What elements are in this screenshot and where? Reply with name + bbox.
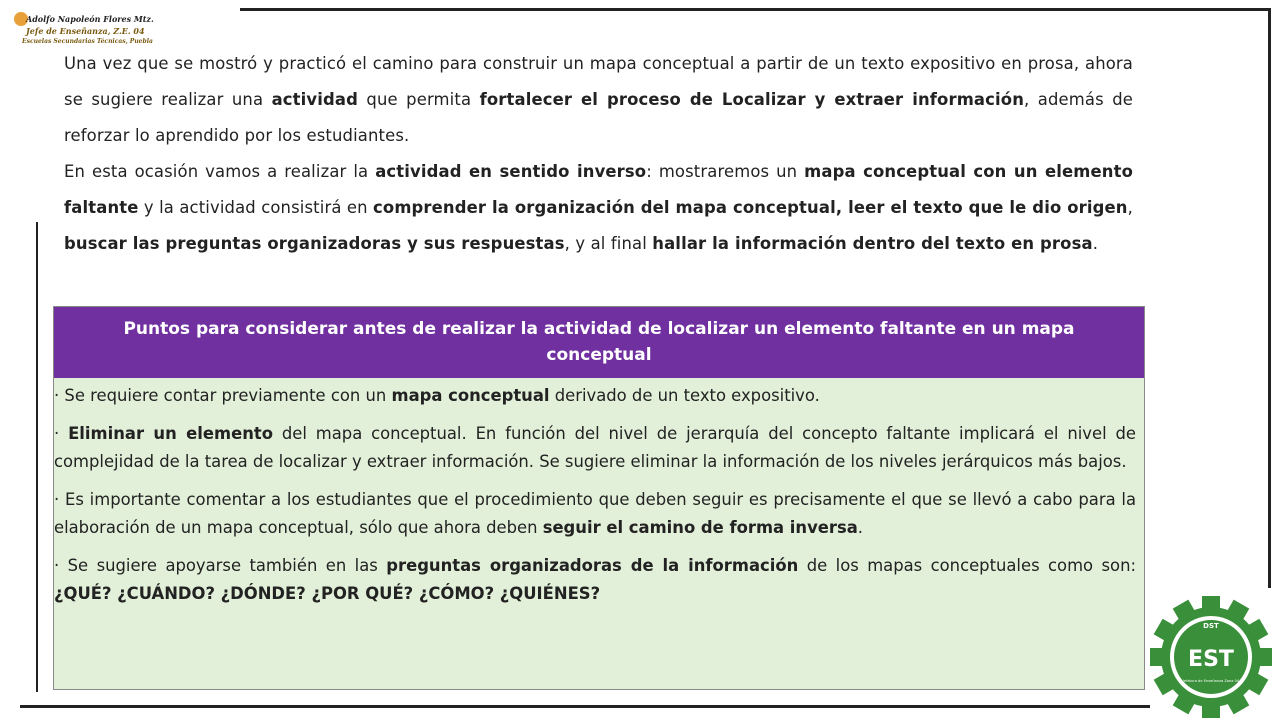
considerations-list [54, 378, 1144, 689]
point-3 [54, 486, 1136, 542]
bold-phrase: mapa conceptual con un elemento faltante [64, 162, 1133, 217]
bold-phrase: mapa conceptual [391, 386, 550, 405]
point-1 [54, 382, 1136, 410]
bold-phrase: hallar la información dentro del texto en prosa [652, 234, 1093, 253]
gear-top-text: DST [1203, 622, 1219, 630]
point-4 [54, 552, 1136, 608]
frame-right-line [1268, 8, 1271, 588]
intro-paragraph-1 [64, 46, 1133, 154]
frame-top-line [240, 8, 1270, 11]
text-run: , y al final [564, 234, 653, 253]
logo-line-1: Adolfo Napoleón Flores Mtz. [26, 14, 154, 24]
considerations-box [53, 306, 1145, 690]
gear-monogram: EST [1188, 647, 1234, 672]
text-run: · Es importante comentar a los estudiantes que el procedimiento que deben seguir es precisamente el que se llevó a cabo para la elaboración de un mapa conceptual, sólo que ahora deben [54, 490, 1136, 537]
gear-logo-icon [1148, 594, 1274, 720]
text-run: que permita [358, 90, 480, 109]
bold-phrase: ¿QUÉ? ¿CUÁNDO? ¿DÓNDE? ¿POR QUÉ? ¿CÓMO? ¿QUIÉNES? [54, 584, 601, 603]
text-run: : mostraremos un [646, 162, 805, 181]
bold-phrase: comprender la organización del mapa conceptual, leer el texto que le dio origen [373, 198, 1128, 217]
text-run: y la actividad consistirá en [138, 198, 374, 217]
considerations-title [54, 307, 1144, 378]
intro-paragraph-2 [64, 154, 1133, 262]
logo-line-2: Jefe de Enseñanza, Z.E. 04 [26, 26, 145, 36]
bold-phrase: Eliminar un elemento [68, 424, 273, 443]
text-run: · Se requiere contar previamente con un [54, 386, 392, 405]
text-run: Una vez que se mostró y practicó el camino para construir un mapa conceptual a partir de un texto expositivo en prosa, ahora se sugiere realizar una [64, 54, 1133, 109]
bold-phrase: seguir el camino de forma inversa [542, 518, 858, 537]
considerations-title-text: Puntos para considerar antes de realizar la actividad de localizar un elemento faltante en un mapa conceptual [123, 319, 1075, 365]
intro-text [64, 46, 1133, 262]
frame-bottom-line [20, 705, 1150, 708]
text-run: derivado de un texto expositivo. [549, 386, 820, 405]
point-2 [54, 420, 1136, 476]
frame-left-line [36, 222, 38, 692]
text-run: , además de reforzar lo aprendido por los estudiantes. [64, 90, 1133, 145]
bold-phrase: actividad en sentido inverso [375, 162, 647, 181]
text-run: de los mapas conceptuales como son: [798, 556, 1136, 575]
text-run: En esta ocasión vamos a realizar la [64, 162, 376, 181]
text-run: · Se sugiere apoyarse también en las [54, 556, 387, 575]
bold-phrase: actividad [271, 90, 358, 109]
text-run: del mapa conceptual. En función del nivel de jerarquía del concepto faltante implicará el nivel de complejidad de la tarea de localizar y extraer información. Se sugiere eliminar la información de los niveles jerárquicos más bajos. [54, 424, 1136, 471]
text-run: . [1092, 234, 1099, 253]
gear-bottom-text: Jefatura de Enseñanza Zona 04 [1182, 679, 1240, 683]
logo-line-3: Escuelas Secundarias Técnicas, Puebla [22, 38, 153, 45]
text-run: . [857, 518, 864, 537]
bold-phrase: preguntas organizadoras de la información [386, 556, 799, 575]
bold-phrase: fortalecer el proceso de Localizar y extraer información [479, 90, 1025, 109]
text-run: , [1127, 198, 1133, 217]
bold-phrase: buscar las preguntas organizadoras y sus respuestas [64, 234, 565, 253]
text-run: · [54, 424, 69, 443]
